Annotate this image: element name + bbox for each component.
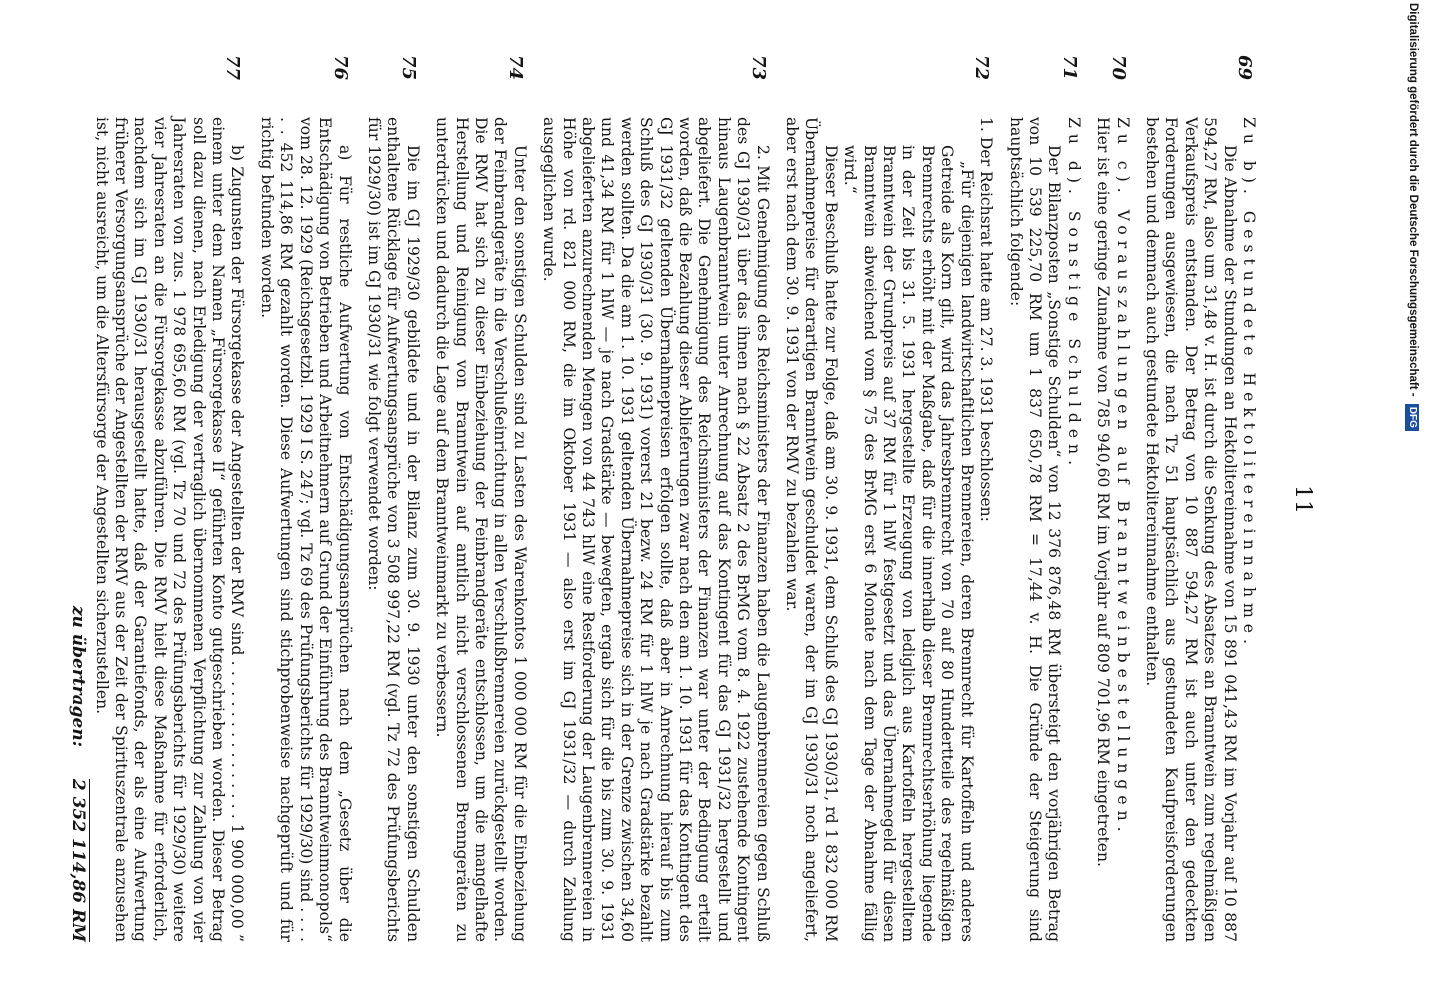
- section-76: [257, 55, 354, 942]
- section-number: 70: [1107, 55, 1129, 81]
- section-content: [364, 117, 422, 942]
- section-body: 1. Der Reichsrat hatte am 27. 3. 1931 beschlossen:: [977, 117, 996, 522]
- section-72: [782, 55, 995, 942]
- section-number: 73: [747, 55, 769, 81]
- section-content: [1093, 117, 1132, 942]
- section-77: [91, 55, 246, 942]
- section-content: [432, 117, 529, 942]
- section-body: Die im GJ 1929/30 gebildete und in der Bilanz zum 30. 9. 1930 unter den sonstigen Schulden enthaltene Rücklage für Aufwertungsansprüche von 3 508 997,22 RM (vgl. Tz 72 des Prüfungsberichts für 1929/30) ist im GJ 1930/31 wie folgt verwendet worden:: [364, 117, 422, 942]
- section-number: 76: [329, 55, 351, 81]
- section-71: [1005, 55, 1083, 942]
- page-number: 11: [1290, 485, 1315, 515]
- section-content: [539, 117, 772, 942]
- section-70: [1093, 55, 1132, 942]
- section-body: a) Für restliche Aufwertung von Entschädigungsansprüchen nach dem „Gesetz über die Entschädigung von Betrieben und Arbeitnehmern auf Grund der Einführung des Branntweinmonopols“ vom 28. 12. 1929 (Reichsgesetzbl. 1929 I S. 247; vgl. Tz 69 des Prüfungsberichts für 1929/30) sind . . . . . . 452 114,86 RM gezahlt worden. Diese Aufwertungen sind stichprobenweise nachgeprüft und für richtig befunden worden.: [257, 117, 354, 942]
- section-75: [364, 55, 422, 942]
- section-body: 2. Mit Genehmigung des Reichsministers der Finanzen haben die Laugenbrennereien gegen Schluß des GJ 1930/31 über das ihnen nach § 22 Absatz 2 des BrMG vom 8. 4. 1922 zustehende Kontingent hinaus Laugenbranntwein unter Anrechnung auf das Kontingent für das GJ 1931/32 hergestellt und abgeliefert. Die Genehmigung des Reichsministers der Finanzen war unter der Bedingung erteilt worden, daß die Bezahlung dieser Ablieferungen zwar nach den am 1. 10. 1931 für das Kontingent des GJ 1931/32 geltenden Übernahmepreisen erfolgen sollte, daß aber in Anrechnung hierauf bis zum Schluß des GJ 1930/31 (30. 9. 1931) vorerst 21 bezw. 24 RM für 1 hlW je nach Gradstärke bezahlt werden sollten. Da die am 1. 10. 1931 geltenden Übernahmepreise sich in der Grenze zwischen 34,60 und 41,34 RM für 1 hlW — je nach Gradstärke — bewegten, ergab sich für die bis zum 30. 9. 1931 abgelieferten anzurechnenden Mengen von 44 743 hlW eine Restforderung der Laugenbrennereien in Höhe von rd. 821 000 RM, die im Oktober 1931 — also erst im GJ 1931/32 — durch Zahlung ausgeglichen wurde.: [540, 117, 772, 942]
- section-74: [432, 55, 529, 942]
- carry-forward-label: zu übertragen:: [68, 605, 88, 747]
- section-number: 72: [971, 55, 993, 81]
- section-body: Hier ist eine geringe Zunahme von 785 940,60 RM im Vorjahr auf 809 701,96 RM eingetreten.: [1094, 117, 1113, 867]
- section-number: 71: [1058, 55, 1080, 81]
- section-body: Der Bilanzposten „Sonstige Schulden“ von 12 376 876,48 RM übersteigt den vorjährigen Betrag von 10 539 225,70 RM um 1 837 650,78 RM = 17,44 v. H. Die Gründe der Steigerung sind hauptsächlich folgende:: [1006, 117, 1064, 942]
- section-number: 75: [397, 55, 419, 81]
- section-number: 69: [1234, 55, 1255, 81]
- section-number: 77: [222, 55, 244, 81]
- section-content: [1142, 117, 1258, 942]
- section-heading: Zu b). Gestundete Hektolitereinnahme.: [1240, 117, 1258, 650]
- carry-forward-total: [68, 606, 90, 942]
- section-body: b) Zugunsten der Fürsorgekasse der Angestellten der RMV sind . . . . . . . . . . . . . . . . 1 900 000,00 ” einem unter dem Namen „Fürsorgekasse II“ geführten Konto gutgeschrieben worden. Dieser Betrag soll dazu dienen, nach Erledigung der vertraglich übernommenen Verpflichtung zur Zahlung von vier Jahresraten von zus. 1 978 695,60 RM (vgl. Tz 70 und 72 des Prüfungsberichts für 1929/30) weitere vier Jahresraten an die Fürsorgekasse abzuführen. Die RMV hielt diese Maßnahme für erforderlich, nachdem sich im GJ 1930/31 herausgestellt hatte, daß der Garantiefonds, der als eine Aufwertung früherer Versorgungsansprüche der Angestellten der RMV aus der Zeit der Spirituszentrale anzusehen ist, nicht ausreicht, um die Altersfürsorge der Angestellten sicherzustellen.: [92, 117, 247, 942]
- section-69: [1142, 55, 1258, 942]
- section-content: [1005, 117, 1083, 942]
- section-heading: Zu d). Sonstige Schulden.: [1064, 117, 1083, 472]
- section-body-continued: Dieser Beschluß hatte zur Folge, daß am 30. 9. 1931, dem Schluß des GJ 1930/31, rd 1 832 000 RM Übernahmepreise für derartigen Branntwein geschuldet waren, der im GJ 1930/31 noch angeliefert, aber erst nach dem 30. 9. 1931 von der RMV zu bezahlen war.: [783, 117, 840, 942]
- section-content: [782, 117, 995, 942]
- section-number: 74: [504, 55, 526, 81]
- section-73: [539, 55, 772, 942]
- section-body: Die Abnahme der Stundungen an Hektolitereinnahme von 15 891 041,43 RM im Vorjahr auf 10 887 594,27 RM, also um 31,48 v. H. ist durch die Senkung des Absatzes an Branntwein zum regelmäßigen Verkaufspreis entstanden. Der Betrag von 10 887 594,27 RM ist auch unter den gedeckten Forderungen ausgewiesen, die nach Tz 51 hauptsächlich aus gestundeten Kaufpreisforderungen bestehen und demnach auch gestundete Hektolitereinnahme enthalten.: [1142, 117, 1239, 942]
- section-content: [91, 117, 246, 942]
- carry-forward-value: 2 352 114,86 RM: [68, 778, 88, 942]
- dfg-logo: DFG: [1405, 404, 1419, 431]
- resolution-quote: „Für diejenigen landwirtschaftlichen Brennereien, deren Brennrecht für Kartoffeln und anderes Getreide als Korn gilt, wird das Jahresbrennrecht von 70 auf 80 Hundertteile des regelmäßigen Brennrechts erhöht mit der Maßgabe, daß für die innerhalb dieser Brennrechtserhöhung liegende in der Zeit bis 31. 5. 1931 hergestellte Erzeugung von lediglich aus Kartoffeln hergestelltem Branntwein der Grundpreis auf 37 RM für 1 hlW festgesetzt und das Übernahmegeld für diesen Branntwein abweichend vom § 75 des BrMG erst 6 Monate nach dem Tage der Abnahme fällig wird.“: [841, 145, 976, 942]
- funding-note-text: Digitalisierung gefördert durch die Deutsche Forschungsgemeinschaft -: [1407, 3, 1419, 397]
- section-heading: Zu c). Vorauszahlungen auf Branntweinbestellungen.: [1113, 117, 1132, 838]
- section-content: [257, 117, 354, 942]
- funding-note: [1401, 3, 1419, 1003]
- section-body: Unter den sonstigen Schulden sind zu Lasten des Warenkontos 1 000 000 RM für die Einbeziehung der Feinbrandgeräte in die Verschlußeinrichtung in allen Verschlußbrennereien zurückgestellt worden. Die RMV hat sich zu dieser Einbeziehung der Feinbrandgeräte entschlossen, um die mangelhafte Herstellung und Reinigung von Branntwein auf amtlich nicht verschlossenen Brenngeräten zu unterdrücken und dadurch die Lage auf dem Branntweinmarkt zu verbessern.: [433, 117, 529, 942]
